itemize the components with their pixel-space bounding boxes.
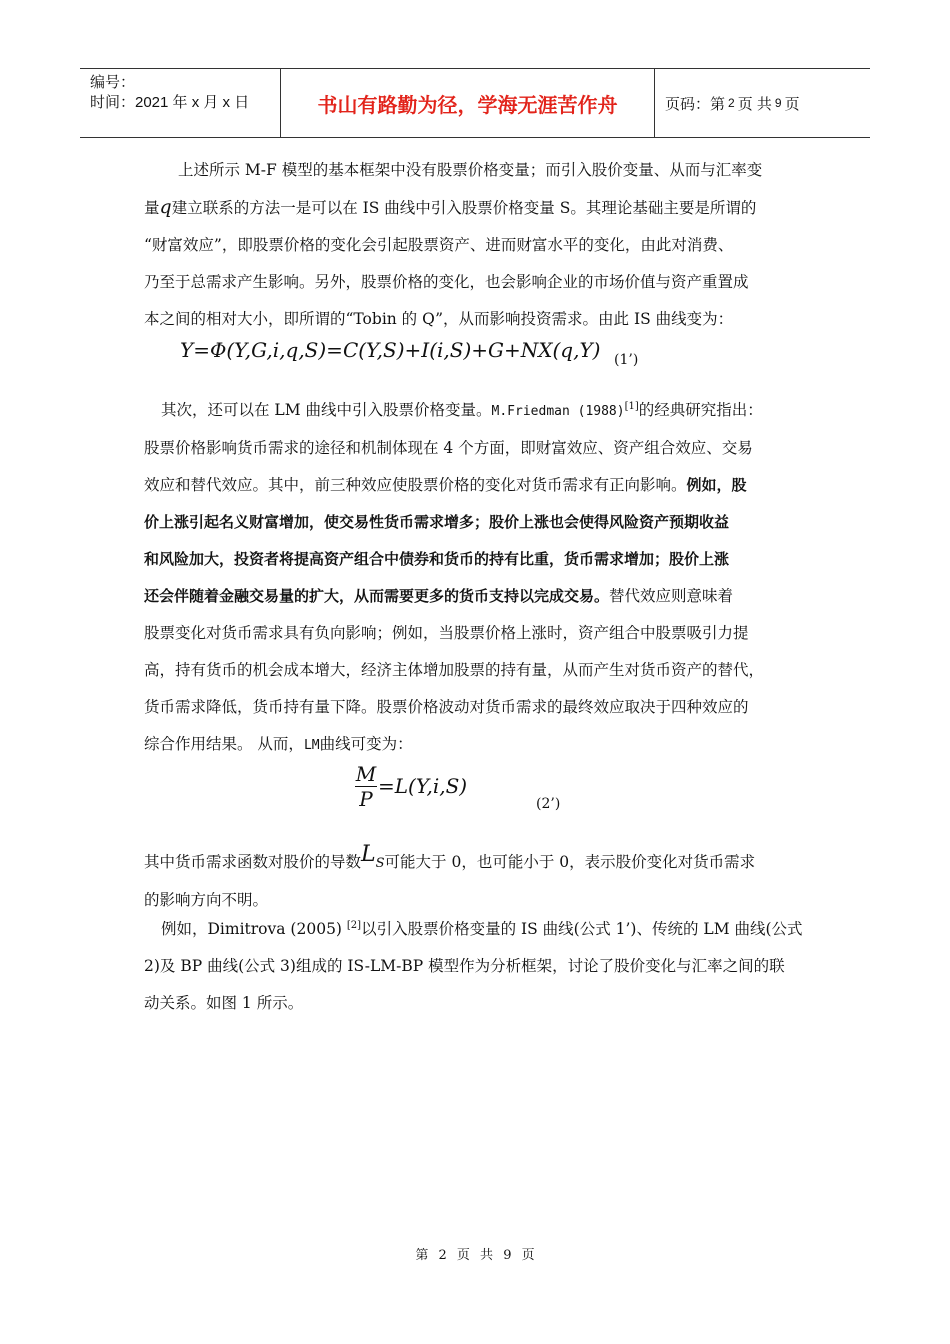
text-span: 综合作用结果。 从而， (144, 735, 304, 754)
variable-L: L (361, 842, 376, 867)
header-motto: 书山有路勤为径，学海无涯苦作舟 (281, 69, 655, 137)
variable-q: q (159, 196, 172, 218)
equation-2-number: (2’) (536, 796, 561, 812)
paragraph-4 (144, 907, 806, 1022)
text-line: 本之间的相对大小，即所谓的“Tobin 的 Q”，从而影响投资需求。由此 IS 曲线变为： (144, 310, 734, 328)
text-span: 其次，还可以在 LM 曲线中引入股票价格变量。 (161, 401, 492, 420)
page-prefix: 页码：第 (665, 95, 726, 113)
equation-1-number: (1’) (614, 352, 639, 368)
reference-marker: [1] (624, 401, 639, 412)
page-footer: 第 2 页 共 9 页 (415, 1248, 535, 1263)
text-line: 2)及 BP 曲线(公式 3)组成的 IS-LM-BP 模型作为分析框架，讨论了股价变化与汇率之间的联 (144, 957, 785, 976)
number-label: 编号： (90, 74, 136, 91)
paragraph-1 (144, 152, 806, 338)
text-line (144, 467, 806, 504)
text-line (144, 907, 806, 948)
text-line (144, 388, 806, 430)
text-span: 效应和替代效应。其中，前三种效应使股票价格的变化对货币需求有正向影响。 (144, 476, 687, 495)
text-line: 乃至于总需求产生影响。另外，股票价格的变化，也会影响企业的市场价值与资产重置成 (144, 273, 749, 291)
text-line: 高，持有货币的机会成本增大，经济主体增加股票的持有量，从而产生对货币资产的替代， (144, 661, 765, 680)
equation-2-rhs: =L(Y,i,S) (378, 774, 468, 798)
text-span: 可能大于 0，也可能小于 0，表示股价变化对货币需求 (384, 853, 756, 871)
text-line (144, 842, 806, 882)
text-line: 股票价格影响货币需求的途径和机制体现在 4 个方面，即财富效应、资产组合效应、交易 (144, 439, 753, 458)
equation-2-fraction (355, 762, 377, 811)
text-line: 股票变化对货币需求具有负向影响；例如，当股票价格上涨时，资产组合中股票吸引力提 (144, 624, 749, 643)
equation-2-denominator: P (359, 787, 373, 811)
date-line: 时间：2021 年 x 月 x 日 (90, 94, 250, 111)
page-suffix: 页 (784, 95, 800, 113)
text-span: 的经典研究指出： (638, 401, 763, 420)
text-line: “财富效应”，即股票价格的变化会引起股票资产、进而财富水平的变化，由此对消费、 (144, 236, 734, 254)
text-span: 其中货币需求函数对股价的导数 (144, 853, 362, 871)
text-line (144, 578, 806, 615)
text-line (144, 189, 806, 227)
text-line-bold: 和风险加大，投资者将提高资产组合中债券和货币的持有比重，货币需求增加；股价上涨 (144, 550, 730, 569)
page-header (80, 68, 870, 138)
equation-1: Y=Φ(Y,G,i,q,S)=C(Y,S)+I(i,S)+G+NX(q,Y) (180, 338, 601, 362)
text-span: 建立联系的方法一是可以在 IS 曲线中引入股票价格变量 S。其理论基础主要是所谓的 (171, 199, 757, 217)
variable-subscript-S: S (375, 856, 385, 871)
text-line: 的影响方向不明。 (144, 891, 269, 909)
text-span: 曲线可变为： (319, 735, 413, 754)
text-span: 以引入股票价格变量的 IS 曲线(公式 1’)、传统的 LM 曲线(公式 (361, 920, 803, 939)
page-current: 2 (728, 96, 735, 110)
reference-marker: [2] (346, 920, 362, 931)
text-line: 动关系。如图 1 所示。 (144, 994, 304, 1013)
text-line: 货币需求降低，货币持有量下降。股票价格波动对货币需求的最终效应取决于四种效应的 (144, 698, 749, 717)
bold-span: 例如，股 (686, 476, 747, 495)
text-span: LM (303, 738, 320, 754)
text-line: 上述所示 M-F 模型的基本框架中没有股票价格变量；而引入股价变量、从而与汇率变 (178, 161, 763, 179)
bold-span: 还会伴随着金融交易量的扩大，从而需要更多的货币支持以完成交易。 (144, 587, 610, 606)
paragraph-2 (144, 388, 806, 764)
text-span: 量 (144, 199, 160, 217)
page-total: 9 (774, 96, 782, 110)
header-page-cell (655, 69, 870, 137)
equation-2-numerator: M (355, 762, 377, 786)
header-meta-cell (80, 69, 281, 137)
text-line (144, 726, 806, 764)
citation-author: M.Friedman (1988) (491, 404, 625, 420)
text-span: 例如，Dimitrova (2005) (161, 920, 347, 939)
text-line-bold: 价上涨引起名义财富增加，使交易性货币需求增多；股价上涨也会使得风险资产预期收益 (144, 513, 730, 532)
text-span: 替代效应则意味着 (609, 587, 734, 606)
page-mid: 页 共 (737, 95, 772, 113)
